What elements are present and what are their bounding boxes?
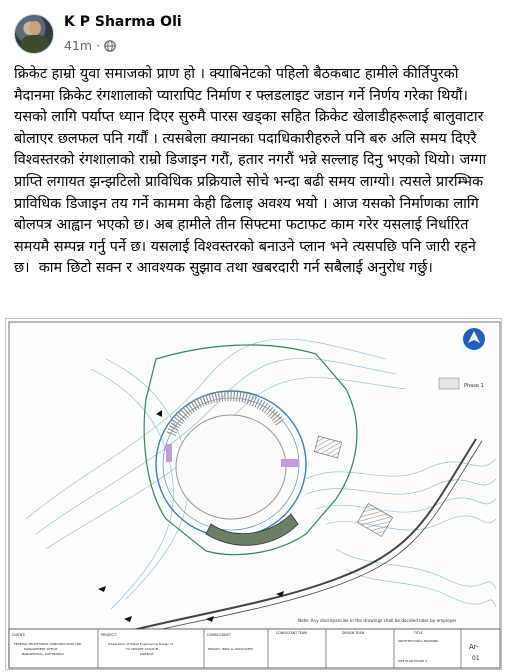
title-heading: TITLE bbox=[414, 631, 423, 635]
author-name[interactable]: K P Sharma Oli bbox=[64, 14, 182, 30]
design-team-heading: DESIGN TEAM bbox=[342, 631, 365, 635]
title-block bbox=[9, 629, 500, 668]
north-arrow-icon bbox=[463, 328, 485, 350]
hatched-block-1 bbox=[357, 503, 392, 536]
post-body: क्रिकेट हाम्रो युवा समाजको प्राण हो । क्याबिनेटको पहिलो बैठकबाट हामीले कीर्तिपुरको मैदानमा क्रिकेट रंगशालाको प्यारापिट निर्माण र फ्लडलाइट जडान गर्ने निर्णय गरेका थियौं। यसको लागि पर्याप्त ध्यान दिएर सुरुमै पारस खड्का सहित क्रिकेट खेलाडीहरूलाई बालुवाटार बोलाएर छलफल पनि गर्यौं । त्यसबेला क्यानका पदाधिकारीहरुले पनि बरु अलि समय दिएरै विश्वस्तरको रंगशालाको राम्रो डिजाइन गरौं, हतार नगरौं भन्ने सल्लाह दिनु भएको थियो। जग्गा प्राप्ति लगायत झन्झटिलो प्राविधिक प्रक्रियाले सोचे भन्दा बढी समय लाग्यो। त्यसले प्रारम्भिक प्राविधिक डिजाइन तय गर्ने काममा केही ढिलाइ अवश्य भयो । आज यसको निर्माणका लागि बोलपत्र आह्वान भएको छ। अब हामीले तीन सिफ्टमा फटाफट काम गरेर यसलाई निर्धारित समयमै सम्पन्न गर्नु पर्ने छ। यसलाई विश्वस्तरको बनाउने प्लान भने त्यसपछि पनि जारी रहने छ। काम छिटो सक्न र आवश्यक सुझाव तथा खबरदारी गर्न सबैलाई अनुरोध गर्छु। bbox=[14, 66, 491, 277]
post-meta bbox=[64, 38, 116, 53]
legend-swatch bbox=[439, 378, 459, 389]
project-text-2: TU CRICKET STADIUM bbox=[126, 647, 159, 651]
client-text-3: BABARMAHAL, KATHMANDU bbox=[22, 652, 65, 656]
drawing-title: ARCHITECTURAL DRAWING bbox=[398, 639, 439, 643]
pavilion bbox=[206, 514, 298, 545]
post-time[interactable]: 41m bbox=[64, 38, 93, 53]
author-avatar[interactable] bbox=[14, 14, 54, 54]
playing-field bbox=[176, 415, 286, 519]
client-heading: CLIENT: bbox=[12, 633, 26, 637]
globe-icon bbox=[104, 40, 116, 52]
site-plan-drawing bbox=[6, 319, 502, 670]
sheet-label: Ar- bbox=[469, 643, 479, 651]
hatched-block-2 bbox=[314, 436, 341, 458]
legend-label: Phase 1 bbox=[464, 383, 484, 389]
sheet-number: 01 bbox=[472, 655, 480, 662]
drawing-note: Note: Any discrepancies in the drawings shall be decided later by employer bbox=[298, 618, 457, 623]
project-heading: PROJECT: bbox=[101, 633, 117, 637]
consultant-name: PRAVAH, INDIA & ASSOCIATES bbox=[208, 647, 253, 651]
meta-separator: · bbox=[96, 38, 101, 53]
project-text-1: Preparation of Detail Engineering Design of bbox=[108, 642, 174, 646]
consultant-team-heading: CONSULTANT TEAM bbox=[276, 631, 307, 635]
client-text-2: MANAGEMENT OFFICE bbox=[24, 647, 58, 651]
client-text-1: FEDERAL SECRETARIAT CONSTRUCTION AND bbox=[14, 642, 82, 646]
site-plan-image[interactable] bbox=[5, 318, 502, 670]
drawing-subtitle: SITE PLAN PHASE 1 bbox=[398, 659, 428, 663]
project-text-3: KIRTIPUR bbox=[140, 652, 154, 656]
consultant-heading: CONSULTANT: bbox=[207, 633, 231, 637]
marker-area bbox=[281, 459, 299, 467]
